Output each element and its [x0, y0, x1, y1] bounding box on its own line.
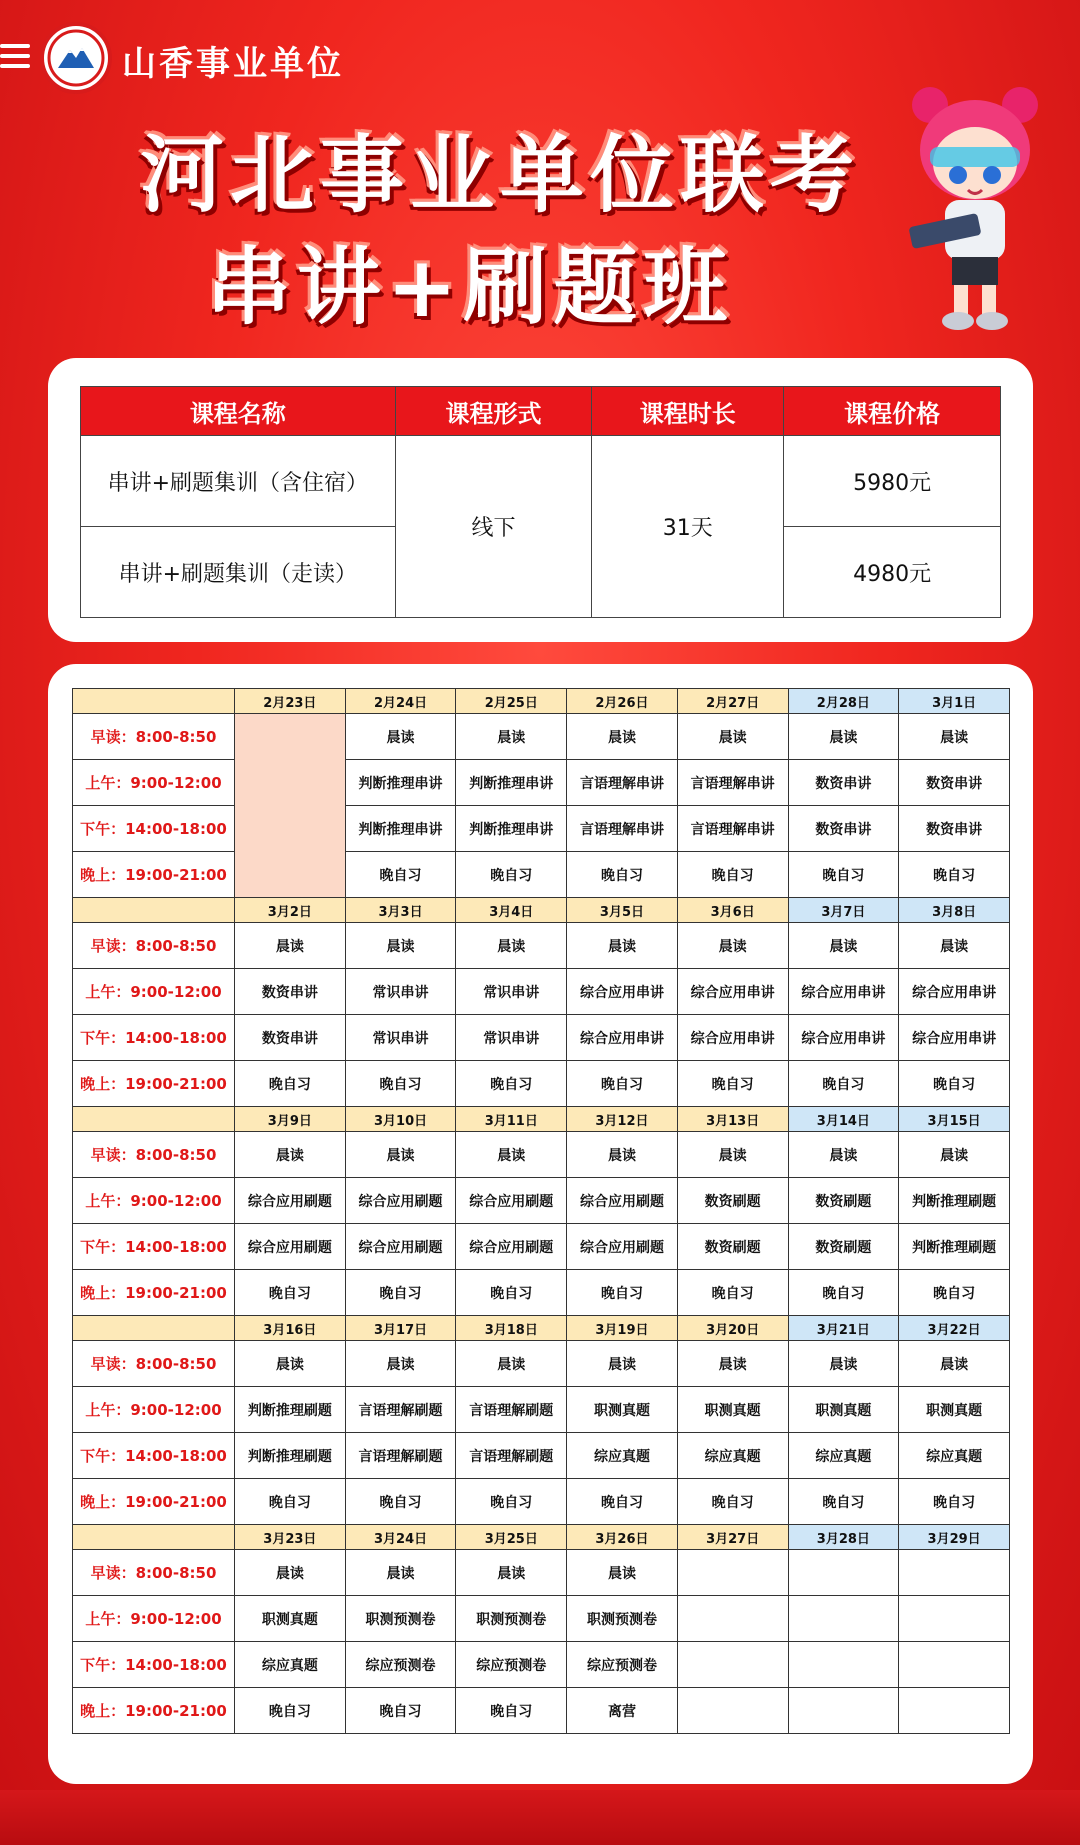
schedule-cell: 数资刷题	[788, 1224, 899, 1270]
table-row	[73, 1596, 1010, 1642]
schedule-cell: 晚自习	[677, 1479, 788, 1525]
date-cell: 2月26日	[567, 689, 678, 714]
schedule-cell: 数资串讲	[788, 806, 899, 852]
date-cell: 3月2日	[235, 898, 346, 923]
schedule-cell: 晨读	[788, 1132, 899, 1178]
schedule-cell: 晨读	[567, 714, 678, 760]
schedule-cell	[899, 1688, 1010, 1734]
schedule-cell: 职测预测卷	[567, 1596, 678, 1642]
schedule-cell: 晚自习	[567, 852, 678, 898]
schedule-cell: 职测真题	[235, 1596, 346, 1642]
schedule-cell	[788, 1688, 899, 1734]
time-label: 上午：9:00-12:00	[73, 760, 235, 806]
date-cell: 3月21日	[788, 1316, 899, 1341]
schedule-cell: 职测真题	[788, 1387, 899, 1433]
date-corner-cell	[73, 1107, 235, 1132]
schedule-cell: 晨读	[567, 1132, 678, 1178]
time-label: 早读：8:00-8:50	[73, 1132, 235, 1178]
schedule-cell: 晨读	[899, 714, 1010, 760]
date-corner-cell	[73, 689, 235, 714]
schedule-cell: 言语理解刷题	[345, 1387, 456, 1433]
date-cell: 3月22日	[899, 1316, 1010, 1341]
date-cell: 3月11日	[456, 1107, 567, 1132]
schedule-cell: 晨读	[345, 1341, 456, 1387]
table-row	[73, 1015, 1010, 1061]
schedule-cell: 晨读	[677, 1341, 788, 1387]
table-row	[73, 923, 1010, 969]
schedule-cell: 数资串讲	[788, 760, 899, 806]
schedule-cell: 综合应用刷题	[235, 1178, 346, 1224]
schedule-cell: 晚自习	[345, 1688, 456, 1734]
date-row	[73, 1316, 1010, 1341]
course-price: 5980元	[784, 436, 1001, 527]
date-cell: 3月4日	[456, 898, 567, 923]
schedule-cell	[677, 1596, 788, 1642]
schedule-cell	[677, 1642, 788, 1688]
schedule-cell: 言语理解串讲	[567, 806, 678, 852]
schedule-cell: 晨读	[456, 714, 567, 760]
schedule-cell: 晚自习	[788, 852, 899, 898]
schedule-cell: 晨读	[567, 1550, 678, 1596]
schedule-cell: 晚自习	[788, 1061, 899, 1107]
schedule-cell: 数资串讲	[899, 806, 1010, 852]
schedule-cell: 综应真题	[899, 1433, 1010, 1479]
schedule-cell: 综合应用串讲	[788, 1015, 899, 1061]
schedule-cell: 晨读	[235, 1132, 346, 1178]
date-cell: 3月13日	[677, 1107, 788, 1132]
schedule-cell: 晨读	[677, 923, 788, 969]
schedule-cell: 晚自习	[235, 1061, 346, 1107]
schedule-cell	[677, 1688, 788, 1734]
schedule-table	[72, 688, 1010, 1734]
schedule-cell: 晚自习	[345, 1061, 456, 1107]
schedule-cell: 综应预测卷	[456, 1642, 567, 1688]
time-label: 晚上：19:00-21:00	[73, 852, 235, 898]
date-cell: 3月24日	[345, 1525, 456, 1550]
schedule-cell: 常识串讲	[456, 969, 567, 1015]
header-course-format: 课程形式	[395, 387, 592, 436]
schedule-cell: 晨读	[567, 1341, 678, 1387]
schedule-cell: 综应真题	[235, 1642, 346, 1688]
course-name: 串讲+刷题集训（走读）	[81, 527, 396, 618]
date-cell: 3月15日	[899, 1107, 1010, 1132]
schedule-cell: 判断推理串讲	[345, 760, 456, 806]
schedule-cell: 综合应用刷题	[567, 1178, 678, 1224]
schedule-cell: 综合应用刷题	[345, 1178, 456, 1224]
date-cell: 3月10日	[345, 1107, 456, 1132]
date-cell: 3月20日	[677, 1316, 788, 1341]
schedule-cell: 晨读	[345, 923, 456, 969]
table-row	[73, 1688, 1010, 1734]
schedule-cell: 数资串讲	[235, 1015, 346, 1061]
table-row	[73, 760, 1010, 806]
schedule-cell: 晚自习	[235, 1479, 346, 1525]
price-card	[48, 358, 1033, 642]
schedule-cell: 晚自习	[899, 1479, 1010, 1525]
schedule-cell: 综合应用串讲	[567, 1015, 678, 1061]
date-row	[73, 898, 1010, 923]
time-label: 早读：8:00-8:50	[73, 1341, 235, 1387]
schedule-cell: 职测真题	[677, 1387, 788, 1433]
date-cell: 3月3日	[345, 898, 456, 923]
schedule-cell: 晚自习	[456, 1270, 567, 1316]
table-row	[73, 1341, 1010, 1387]
schedule-cell	[899, 1642, 1010, 1688]
date-cell: 3月8日	[899, 898, 1010, 923]
table-row	[73, 1178, 1010, 1224]
schedule-cell: 晨读	[235, 923, 346, 969]
schedule-cell: 晚自习	[345, 1270, 456, 1316]
time-label: 晚上：19:00-21:00	[73, 1061, 235, 1107]
schedule-cell: 综应真题	[677, 1433, 788, 1479]
time-label: 晚上：19:00-21:00	[73, 1688, 235, 1734]
date-cell: 3月6日	[677, 898, 788, 923]
course-name: 串讲+刷题集训（含住宿）	[81, 436, 396, 527]
schedule-cell: 综合应用刷题	[456, 1178, 567, 1224]
header-course-name: 课程名称	[81, 387, 396, 436]
schedule-cell: 晨读	[899, 1341, 1010, 1387]
date-cell: 3月9日	[235, 1107, 346, 1132]
date-cell: 3月27日	[677, 1525, 788, 1550]
schedule-cell: 晚自习	[788, 1270, 899, 1316]
table-row	[73, 1387, 1010, 1433]
page-title-line2: 串讲+刷题班	[206, 238, 734, 336]
schedule-cell: 职测预测卷	[345, 1596, 456, 1642]
date-cell: 3月14日	[788, 1107, 899, 1132]
schedule-cell: 晨读	[456, 923, 567, 969]
schedule-cell: 综应预测卷	[567, 1642, 678, 1688]
schedule-cell	[899, 1596, 1010, 1642]
course-format: 线下	[395, 436, 592, 618]
brand-name: 山香事业单位	[122, 44, 344, 84]
schedule-cell: 综合应用串讲	[677, 969, 788, 1015]
schedule-cell: 综应预测卷	[345, 1642, 456, 1688]
schedule-cell	[788, 1596, 899, 1642]
schedule-cell: 晨读	[456, 1550, 567, 1596]
schedule-cell: 职测真题	[567, 1387, 678, 1433]
time-label: 晚上：19:00-21:00	[73, 1270, 235, 1316]
time-label: 下午：14:00-18:00	[73, 806, 235, 852]
schedule-cell: 常识串讲	[345, 1015, 456, 1061]
schedule-cell: 职测预测卷	[456, 1596, 567, 1642]
schedule-cell	[788, 1550, 899, 1596]
date-cell: 3月26日	[567, 1525, 678, 1550]
schedule-cell: 综合应用刷题	[345, 1224, 456, 1270]
time-label: 晚上：19:00-21:00	[73, 1479, 235, 1525]
table-row	[73, 1433, 1010, 1479]
schedule-cell: 数资刷题	[677, 1178, 788, 1224]
schedule-cell: 晚自习	[567, 1061, 678, 1107]
table-row	[73, 806, 1010, 852]
schedule-cell: 综合应用串讲	[567, 969, 678, 1015]
schedule-cell: 数资串讲	[899, 760, 1010, 806]
schedule-cell: 晨读	[235, 1550, 346, 1596]
table-row	[73, 1642, 1010, 1688]
time-label: 早读：8:00-8:50	[73, 923, 235, 969]
schedule-cell: 晨读	[235, 1341, 346, 1387]
bottom-band	[0, 1790, 1080, 1845]
schedule-cell: 晚自习	[235, 1688, 346, 1734]
time-label: 早读：8:00-8:50	[73, 1550, 235, 1596]
schedule-cell: 数资刷题	[677, 1224, 788, 1270]
price-table	[80, 386, 1001, 618]
schedule-cell: 晨读	[899, 1132, 1010, 1178]
header-course-price: 课程价格	[784, 387, 1001, 436]
schedule-cell: 晚自习	[456, 1688, 567, 1734]
date-cell: 2月27日	[677, 689, 788, 714]
schedule-cell: 晚自习	[456, 852, 567, 898]
time-label: 上午：9:00-12:00	[73, 1596, 235, 1642]
schedule-cell: 晨读	[345, 714, 456, 760]
schedule-cell: 数资刷题	[788, 1178, 899, 1224]
header-course-duration: 课程时长	[592, 387, 784, 436]
table-row	[73, 1479, 1010, 1525]
schedule-cell: 晚自习	[567, 1479, 678, 1525]
date-cell: 3月16日	[235, 1316, 346, 1341]
date-cell: 3月25日	[456, 1525, 567, 1550]
schedule-cell: 综合应用串讲	[899, 1015, 1010, 1061]
time-label: 下午：14:00-18:00	[73, 1224, 235, 1270]
table-row	[73, 1550, 1010, 1596]
brand-logo	[40, 22, 112, 94]
schedule-cell: 晨读	[567, 923, 678, 969]
schedule-cell: 综合应用串讲	[677, 1015, 788, 1061]
schedule-cell: 晨读	[345, 1132, 456, 1178]
schedule-cell: 判断推理刷题	[899, 1224, 1010, 1270]
schedule-cell: 言语理解刷题	[345, 1433, 456, 1479]
course-duration: 31天	[592, 436, 784, 618]
table-row	[73, 1270, 1010, 1316]
schedule-cell: 晚自习	[788, 1479, 899, 1525]
date-cell: 3月18日	[456, 1316, 567, 1341]
schedule-cell: 晨读	[677, 1132, 788, 1178]
time-label: 下午：14:00-18:00	[73, 1015, 235, 1061]
schedule-cell	[677, 1550, 788, 1596]
schedule-cell: 晚自习	[235, 1270, 346, 1316]
time-label: 上午：9:00-12:00	[73, 969, 235, 1015]
time-label: 下午：14:00-18:00	[73, 1642, 235, 1688]
date-corner-cell	[73, 1316, 235, 1341]
schedule-cell: 晚自习	[456, 1479, 567, 1525]
schedule-cell: 晚自习	[677, 852, 788, 898]
time-label: 下午：14:00-18:00	[73, 1433, 235, 1479]
schedule-cell: 晚自习	[899, 1270, 1010, 1316]
time-label: 上午：9:00-12:00	[73, 1387, 235, 1433]
date-cell: 2月28日	[788, 689, 899, 714]
page-title-line1: 河北事业单位联考	[139, 126, 860, 224]
schedule-cell	[788, 1642, 899, 1688]
schedule-cell: 晨读	[456, 1132, 567, 1178]
schedule-cell: 职测真题	[899, 1387, 1010, 1433]
schedule-cell: 常识串讲	[345, 969, 456, 1015]
schedule-cell: 综应真题	[567, 1433, 678, 1479]
date-row	[73, 689, 1010, 714]
date-corner-cell	[73, 898, 235, 923]
date-corner-cell	[73, 1525, 235, 1550]
date-cell: 2月24日	[345, 689, 456, 714]
date-cell: 2月25日	[456, 689, 567, 714]
schedule-cell: 数资串讲	[235, 969, 346, 1015]
date-cell: 3月29日	[899, 1525, 1010, 1550]
schedule-cell: 常识串讲	[456, 1015, 567, 1061]
date-cell: 3月23日	[235, 1525, 346, 1550]
schedule-cell: 综合应用刷题	[235, 1224, 346, 1270]
schedule-cell: 综应真题	[788, 1433, 899, 1479]
schedule-cell: 综合应用串讲	[788, 969, 899, 1015]
date-cell: 3月5日	[567, 898, 678, 923]
date-row	[73, 1107, 1010, 1132]
table-row	[73, 1224, 1010, 1270]
schedule-cell: 综合应用串讲	[899, 969, 1010, 1015]
schedule-cell: 晚自习	[456, 1061, 567, 1107]
date-cell: 3月17日	[345, 1316, 456, 1341]
schedule-cell: 晨读	[899, 923, 1010, 969]
schedule-cell: 判断推理串讲	[345, 806, 456, 852]
time-label: 早读：8:00-8:50	[73, 714, 235, 760]
table-row	[73, 714, 1010, 760]
schedule-cell: 判断推理串讲	[456, 806, 567, 852]
schedule-cell: 晚自习	[899, 852, 1010, 898]
table-row	[73, 852, 1010, 898]
mascot-illustration	[890, 85, 1060, 335]
table-row	[73, 1061, 1010, 1107]
schedule-cell: 晚自习	[345, 1479, 456, 1525]
time-label: 上午：9:00-12:00	[73, 1178, 235, 1224]
schedule-cell: 晚自习	[677, 1061, 788, 1107]
schedule-cell: 晨读	[677, 714, 788, 760]
date-cell: 2月23日	[235, 689, 346, 714]
schedule-cell: 言语理解刷题	[456, 1433, 567, 1479]
date-cell: 3月12日	[567, 1107, 678, 1132]
schedule-cell: 判断推理刷题	[235, 1387, 346, 1433]
date-cell: 3月19日	[567, 1316, 678, 1341]
date-cell: 3月7日	[788, 898, 899, 923]
schedule-cell	[899, 1550, 1010, 1596]
schedule-cell: 判断推理串讲	[456, 760, 567, 806]
date-row	[73, 1525, 1010, 1550]
schedule-cell: 言语理解串讲	[677, 806, 788, 852]
table-row	[81, 436, 1001, 527]
course-price: 4980元	[784, 527, 1001, 618]
schedule-cell: 晨读	[788, 714, 899, 760]
empty-day-cell	[235, 714, 346, 898]
date-cell: 3月28日	[788, 1525, 899, 1550]
menu-icon[interactable]	[0, 44, 30, 68]
schedule-cell: 晚自习	[567, 1270, 678, 1316]
schedule-cell: 晚自习	[899, 1061, 1010, 1107]
table-row	[73, 969, 1010, 1015]
schedule-cell: 综合应用刷题	[456, 1224, 567, 1270]
schedule-cell: 言语理解串讲	[567, 760, 678, 806]
schedule-cell: 晨读	[345, 1550, 456, 1596]
date-cell: 3月1日	[899, 689, 1010, 714]
schedule-cell: 晚自习	[677, 1270, 788, 1316]
schedule-card	[48, 664, 1033, 1784]
schedule-cell: 言语理解串讲	[677, 760, 788, 806]
schedule-cell: 言语理解刷题	[456, 1387, 567, 1433]
schedule-cell: 判断推理刷题	[235, 1433, 346, 1479]
schedule-cell: 晨读	[456, 1341, 567, 1387]
table-row	[73, 1132, 1010, 1178]
schedule-cell: 晨读	[788, 1341, 899, 1387]
schedule-cell: 离营	[567, 1688, 678, 1734]
schedule-cell: 晚自习	[345, 852, 456, 898]
schedule-cell: 判断推理刷题	[899, 1178, 1010, 1224]
schedule-cell: 综合应用刷题	[567, 1224, 678, 1270]
schedule-cell: 晨读	[788, 923, 899, 969]
